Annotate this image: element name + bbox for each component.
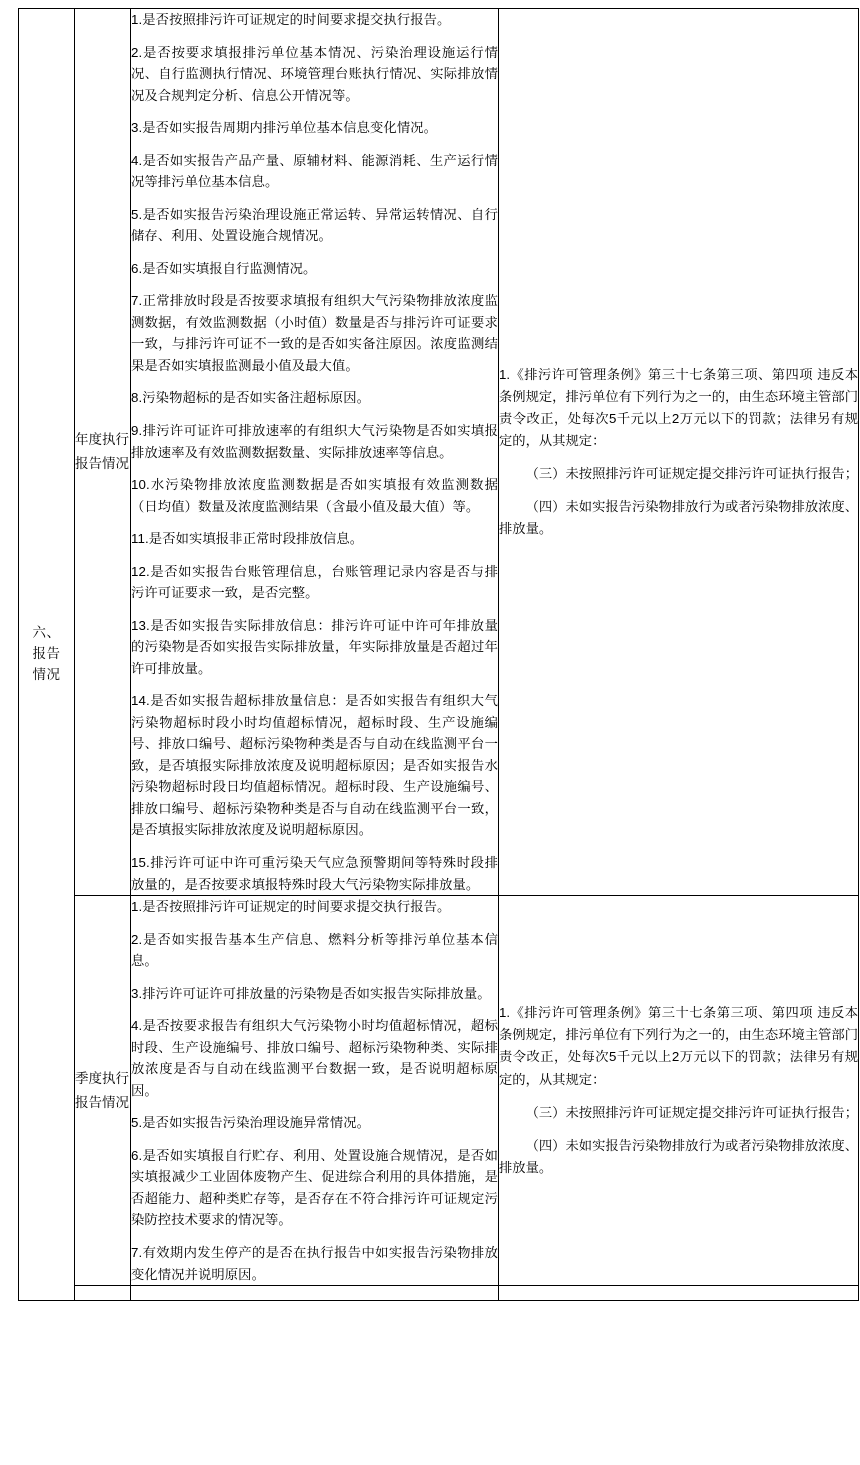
checklist-item: 13.是否如实报告实际排放信息：排污许可证中许可年排放量的污染物是否如实报告实际排放量，年实际排放量是否超过年许可排放量。 xyxy=(131,617,498,676)
checklist-item: 4.是否按要求报告有组织大气污染物小时均值超标情况，超标时段、生产设施编号、排放口编号、超标污染物种类、实际排放浓度是否与自动在线监测平台数据一致，是否说明超标原因。 xyxy=(131,1018,498,1098)
subcategory-cell-quarterly xyxy=(75,896,131,1286)
checklist-item: 8.污染物超标的是否如实备注超标原因。 xyxy=(131,390,371,406)
checklist-item: 11.是否如实填报非正常时段排放信息。 xyxy=(131,531,364,547)
checklist-item: 3.排污许可证许可排放量的污染物是否如实报告实际排放量。 xyxy=(131,985,491,1001)
checklist-item: 12.是否如实报告台账管理信息，台账管理记录内容是否与排污许可证要求一致，是否完整。 xyxy=(131,563,498,601)
legal-basis-paragraph: （四）未如实报告污染物排放行为或者污染物排放浓度、排放量。 xyxy=(499,1137,859,1175)
checklist-cell-next xyxy=(131,1286,499,1301)
checklist-item: 4.是否如实报告产品产量、原辅材料、能源消耗、生产运行情况等排污单位基本信息。 xyxy=(131,152,498,190)
checklist-item: 2.是否按要求填报排污单位基本情况、污染治理设施运行情况、自行监测执行情况、环境管理台账执行情况、实际排放情况及合规判定分析、信息公开情况等。 xyxy=(131,44,498,103)
category-line-2: 报告 xyxy=(32,646,61,662)
subcategory-label: 季度执行报告情况 xyxy=(75,1070,129,1110)
checklist-item: 3.是否如实报告周期内排污单位基本信息变化情况。 xyxy=(131,120,438,136)
compliance-table xyxy=(18,8,859,1301)
checklist-item: 1.是否按照排污许可证规定的时间要求提交执行报告。 xyxy=(131,12,451,27)
legal-basis-paragraph: （四）未如实报告污染物排放行为或者污染物排放浓度、排放量。 xyxy=(499,499,859,537)
subcategory-cell-annual xyxy=(75,9,131,896)
legal-basis-cell-annual xyxy=(499,9,859,896)
checklist-item: 10.水污染物排放浓度监测数据是否如实填报有效监测数据（日均值）数量及浓度监测结果（含最小值及最大值）等。 xyxy=(131,477,498,514)
legal-basis-paragraph: 1.《排污许可管理条例》第三十七条第三项、第四项 违反本条例规定，排污单位有下列行为之一的，由生态环境主管部门责令改正，处每次5千元以上2万元以下的罚款；法律另有规定的，从其规定： xyxy=(499,366,859,448)
legal-basis-cell-quarterly xyxy=(499,896,859,1286)
table-row xyxy=(19,9,859,896)
category-cell xyxy=(19,9,75,1301)
checklist-item: 6.是否如实填报自行监测情况。 xyxy=(131,260,317,276)
checklist-item: 15.排污许可证中许可重污染天气应急预警期间等特殊时段排放量的，是否按要求填报特殊时段大气污染物实际排放量。 xyxy=(131,855,498,892)
checklist-item: 2.是否如实报告基本生产信息、燃料分析等排污单位基本信息。 xyxy=(131,931,498,969)
legal-basis-paragraph: （三）未按照排污许可证规定提交排污许可证执行报告； xyxy=(525,466,859,482)
checklist-item: 7.正常排放时段是否按要求填报有组织大气污染物排放浓度监测数据，有效监测数据（小时值）数量是否与排污许可证要求一致，与排污许可证不一致的是否如实备注原因。浓度监测结果是否如实填报监测最小值及最大值。 xyxy=(131,293,498,373)
legal-basis-cell-next xyxy=(499,1286,859,1301)
table-row xyxy=(19,896,859,1286)
checklist-item: 1.是否按照排污许可证规定的时间要求提交执行报告。 xyxy=(131,899,451,915)
checklist-item: 9.排污许可证许可排放速率的有组织大气污染物是否如实填报排放速率及有效监测数据数量、实际排放速率等信息。 xyxy=(131,422,498,460)
table-row-partial xyxy=(19,1286,859,1301)
category-label xyxy=(19,623,74,686)
legal-basis-paragraph: （三）未按照排污许可证规定提交排污许可证执行报告； xyxy=(525,1104,859,1120)
subcategory-label: 年度执行报告情况 xyxy=(75,432,129,472)
checklist-item: 5.是否如实报告污染治理设施正常运转、异常运转情况、自行储存、利用、处置设施合规情况。 xyxy=(131,206,498,244)
checklist-cell-annual xyxy=(131,9,499,896)
checklist-cell-quarterly xyxy=(131,896,499,1286)
subcategory-cell-next xyxy=(75,1286,131,1301)
category-line-1: 六、 xyxy=(32,625,61,641)
checklist-item: 14.是否如实报告超标排放量信息：是否如实报告有组织大气污染物超标时段小时均值超标情况，超标时段、生产设施编号、排放口编号、超标污染物种类是否与自动在线监测平台一致，是否填报实际排放浓度及说明超标原因；是否如实报告水污染物超标时段日均值超标情况。超标时段、生产设施编号、排放口编号、超标污染物种类是否与自动在线监测平台一致，是否填报实际排放浓度及说明超标原因。 xyxy=(131,693,498,838)
checklist-item: 6.是否如实填报自行贮存、利用、处置设施合规情况，是否如实填报减少工业固体废物产生、促进综合利用的具体措施，是否超能力、超种类贮存等，是否存在不符合排污许可证规定污染防控技术要求的情况等。 xyxy=(131,1147,498,1228)
checklist-item: 7.有效期内发生停产的是否在执行报告中如实报告污染物排放变化情况并说明原因。 xyxy=(131,1244,498,1282)
checklist-item: 5.是否如实报告污染治理设施异常情况。 xyxy=(131,1115,371,1131)
legal-basis-paragraph: 1.《排污许可管理条例》第三十七条第三项、第四项 违反本条例规定，排污单位有下列行为之一的，由生态环境主管部门责令改正，处每次5千元以上2万元以下的罚款；法律另有规定的，从其规定： xyxy=(499,1005,859,1087)
category-line-3: 情况 xyxy=(32,666,61,682)
